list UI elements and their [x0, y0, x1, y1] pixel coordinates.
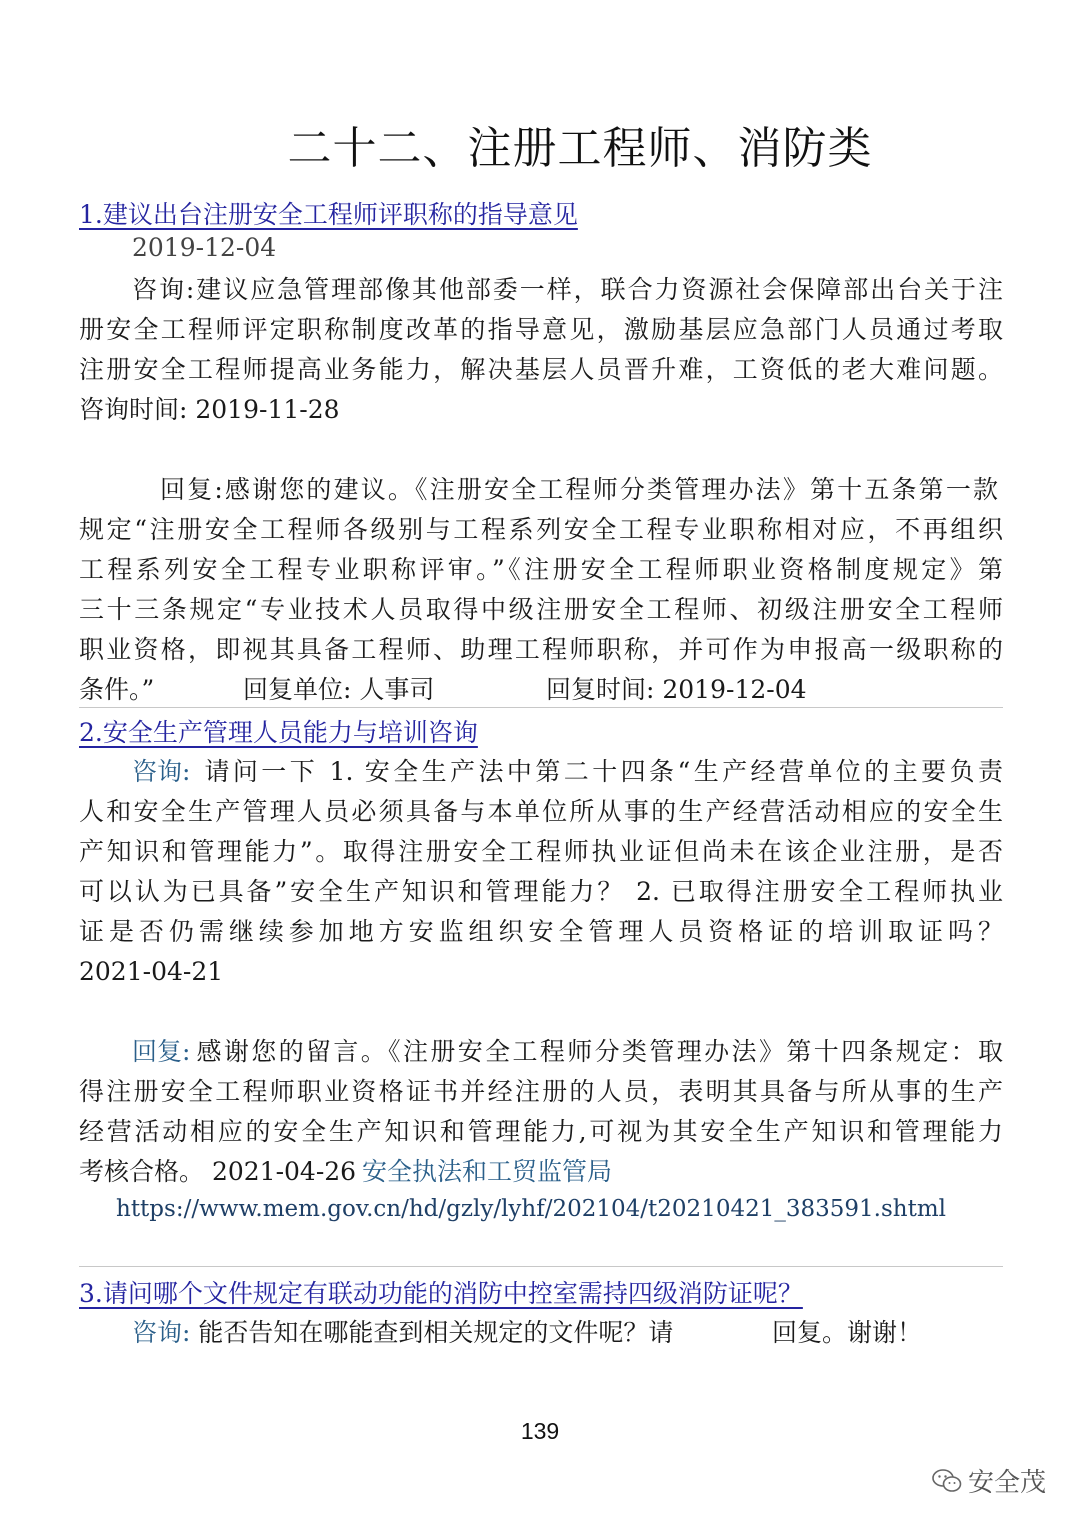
question-1-heading[interactable]: 1.建议出台注册安全工程师评职称的指导意见 — [79, 200, 578, 229]
question-2-reply-last: 考核合格。 2021-04-26 — [79, 1157, 357, 1186]
source-url-link[interactable]: https://www.mem.gov.cn/hd/gzly/lyhf/202104/t20210421_383591.shtml — [116, 1196, 946, 1222]
watermark — [932, 1462, 1046, 1499]
question-1-date: 2019-12-04 — [132, 233, 277, 262]
divider — [79, 1266, 1003, 1267]
question-1-consult-time: 咨询时间: 2019-11-28 — [79, 395, 340, 424]
question-1-reply-unit: 回复单位: 人事司 — [243, 675, 435, 704]
question-2-heading[interactable]: 2.安全生产管理人员能力与培训咨询 — [79, 718, 478, 747]
question-1-reply-time: 回复时间: 2019-12-04 — [546, 675, 807, 704]
question-2-reply-unit: 安全执法和工贸监管局 — [362, 1157, 613, 1186]
page-title: 二十二、注册工程师、消防类 — [287, 123, 873, 174]
question-1-reply-last: 条件。” — [79, 675, 155, 704]
question-2-consult-line: 人和安全生产管理人员必须具备与本单位所从事的生产经营活动相应的安全生 — [79, 797, 1003, 826]
reply-label: 回复: — [132, 1037, 191, 1066]
question-1-consult-line: 咨询:建议应急管理部像其他部委一样，联合力资源社会保障部出台关于注 — [132, 275, 1003, 304]
question-2-consult-first-line — [132, 752, 1003, 792]
question-3-consult-text: 能否告知在哪能查到相关规定的文件呢？请 — [190, 1318, 674, 1347]
question-2-consult-line: 产知识和管理能力”。取得注册安全工程师执业证但尚未在该企业注册，是否 — [79, 837, 1003, 866]
consult-label: 咨询: — [132, 757, 191, 786]
question-1-consult-line: 注册安全工程师提高业务能力，解决基层人员晋升难，工资低的老大难问题。 — [79, 355, 1003, 384]
question-3-consult-tail: 回复。谢谢！ — [772, 1318, 923, 1347]
question-3-consult-line — [132, 1313, 673, 1353]
question-2-consult-line: 证是否仍需继续参加地方安监组织安全管理人员资格证的培训取证吗？ — [79, 917, 1003, 946]
consult-label: 咨询: — [132, 1318, 191, 1347]
question-2-reply-text: 感谢您的留言。《注册安全工程师分类管理办法》第十四条规定：取 — [196, 1037, 1003, 1066]
question-2-consult-text: 请问一下 1. 安全生产法中第二十四条“生产经营单位的主要负责 — [204, 757, 1003, 786]
watermark-text: 安全茂 — [968, 1468, 1047, 1498]
question-2-consult-line: 可以认为已具备”安全生产知识和管理能力？ 2. 已取得注册安全工程师执业 — [79, 877, 1003, 906]
question-1-reply-line: 规定“注册安全工程师各级别与工程系列安全工程专业职称相对应，不再组织 — [79, 515, 1003, 544]
question-3-heading[interactable]: 3.请问哪个文件规定有联动功能的消防中控室需持四级消防证呢？ — [79, 1279, 803, 1308]
question-2-date: 2021-04-21 — [79, 957, 224, 986]
question-2-reply-first-line — [132, 1032, 1003, 1072]
question-2-reply-line: 得注册安全工程师职业资格证书并经注册的人员，表明其具备与所从事的生产 — [79, 1077, 1003, 1106]
question-1-reply-line: 回复:感谢您的建议。《注册安全工程师分类管理办法》第十五条第一款 — [160, 475, 998, 504]
question-1-consult-line: 册安全工程师评定职称制度改革的指导意见，激励基层应急部门人员通过考取 — [79, 315, 1003, 344]
question-1-reply-line: 三十三条规定“专业技术人员取得中级注册安全工程师、初级注册安全工程师 — [79, 595, 1003, 624]
question-1-reply-line: 工程系列安全工程专业职称评审。”《注册安全工程师职业资格制度规定》第 — [79, 555, 1003, 584]
question-2-reply-line: 经营活动相应的安全生产知识和管理能力,可视为其安全生产知识和管理能力 — [79, 1117, 1003, 1146]
divider — [79, 707, 1003, 708]
wechat-icon — [932, 1468, 962, 1494]
page-number: 139 — [520, 1418, 560, 1444]
question-1-reply-line: 职业资格，即视其具备工程师、助理工程师职称，并可作为申报高一级职称的 — [79, 635, 1003, 664]
